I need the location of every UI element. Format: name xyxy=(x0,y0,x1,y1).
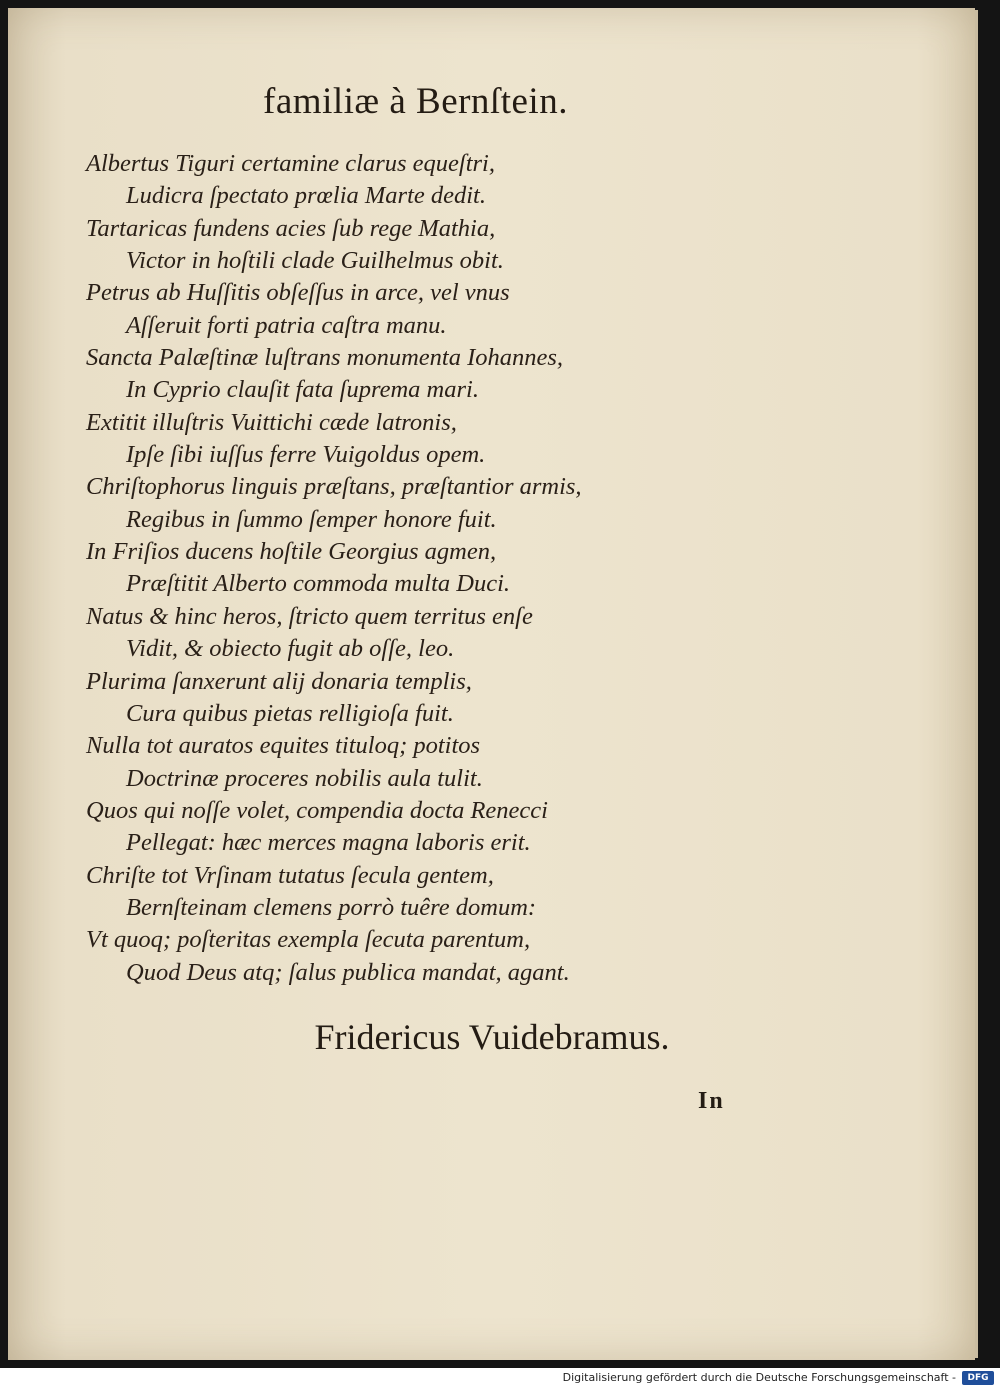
poem-line: Regibus in ſummo ſemper honore fuit. xyxy=(126,505,497,533)
poem-line: Quod Deus atq; ſalus publica mandat, agant. xyxy=(126,958,570,986)
poem-line: Aſſeruit forti patria caſtra manu. xyxy=(126,311,447,339)
running-head: familiæ à Bernſtein. xyxy=(263,81,568,122)
poem-line: In Cyprio clauſit fata ſuprema mari. xyxy=(126,376,479,404)
poem-line: Albertus Tiguri certamine clarus equeſtri, xyxy=(86,150,495,177)
footer xyxy=(0,1368,1000,1389)
poem-line: Bernſteinam clemens porrò tuêre domum: xyxy=(126,893,537,921)
dfg-logo-icon: DFG xyxy=(962,1371,994,1385)
poem-line: Ludicra ſpectato prœlia Marte dedit. xyxy=(126,182,486,210)
poem-line: Victor in hoſtili clade Guilhelmus obit. xyxy=(126,247,504,275)
catchword: In xyxy=(698,1088,725,1114)
book-page xyxy=(8,8,975,1360)
poem-line: Chriſte tot Vrſinam tutatus ſecula gentem, xyxy=(86,861,494,889)
page-edge xyxy=(975,10,978,1358)
poem-line: Vidit, & obiecto fugit ab oſſe, leo. xyxy=(126,635,455,663)
poem-line: Quos qui noſſe volet, compendia docta Renecci xyxy=(86,796,548,824)
poem-line: Cura quibus pietas relligioſa fuit. xyxy=(126,699,454,727)
poem xyxy=(86,148,582,989)
poem-line: Sancta Palæſtinæ luſtrans monumenta Iohannes, xyxy=(86,344,564,372)
poem-line: Chriſtophorus linguis præſtans, præſtantior armis, xyxy=(86,473,582,501)
poem-line: Pellegat: hæc merces magna laboris erit. xyxy=(126,829,531,857)
poem-line: Plurima ſanxerunt alij donaria templis, xyxy=(86,667,472,695)
poem-line: Vt quoq; poſteritas exempla ſecuta parentum, xyxy=(86,926,531,954)
poem-line: Doctrinæ proceres nobilis aula tulit. xyxy=(126,764,483,792)
poem-line: Nulla tot auratos equites tituloq; potitos xyxy=(86,732,481,760)
funding-credit: Digitalisierung gefördert durch die Deutsche Forschungsgemeinschaft - xyxy=(562,1371,956,1384)
author-signature: Fridericus Vuidebramus. xyxy=(314,1017,670,1057)
poem-line: In Friſios ducens hoſtile Georgius agmen, xyxy=(86,538,497,566)
poem-line: Præſtitit Alberto commoda multa Duci. xyxy=(126,570,511,598)
poem-line: Ipſe ſibi iuſſus ferre Vuigoldus opem. xyxy=(126,441,486,469)
poem-line: Natus & hinc heros, ſtricto quem territus enſe xyxy=(86,602,533,630)
poem-line: Extitit illuſtris Vuittichi cæde latronis, xyxy=(86,408,457,436)
poem-line: Tartaricas fundens acies ſub rege Mathia, xyxy=(86,214,496,242)
poem-line: Petrus ab Huſſitis obſeſſus in arce, vel vnus xyxy=(86,279,510,307)
